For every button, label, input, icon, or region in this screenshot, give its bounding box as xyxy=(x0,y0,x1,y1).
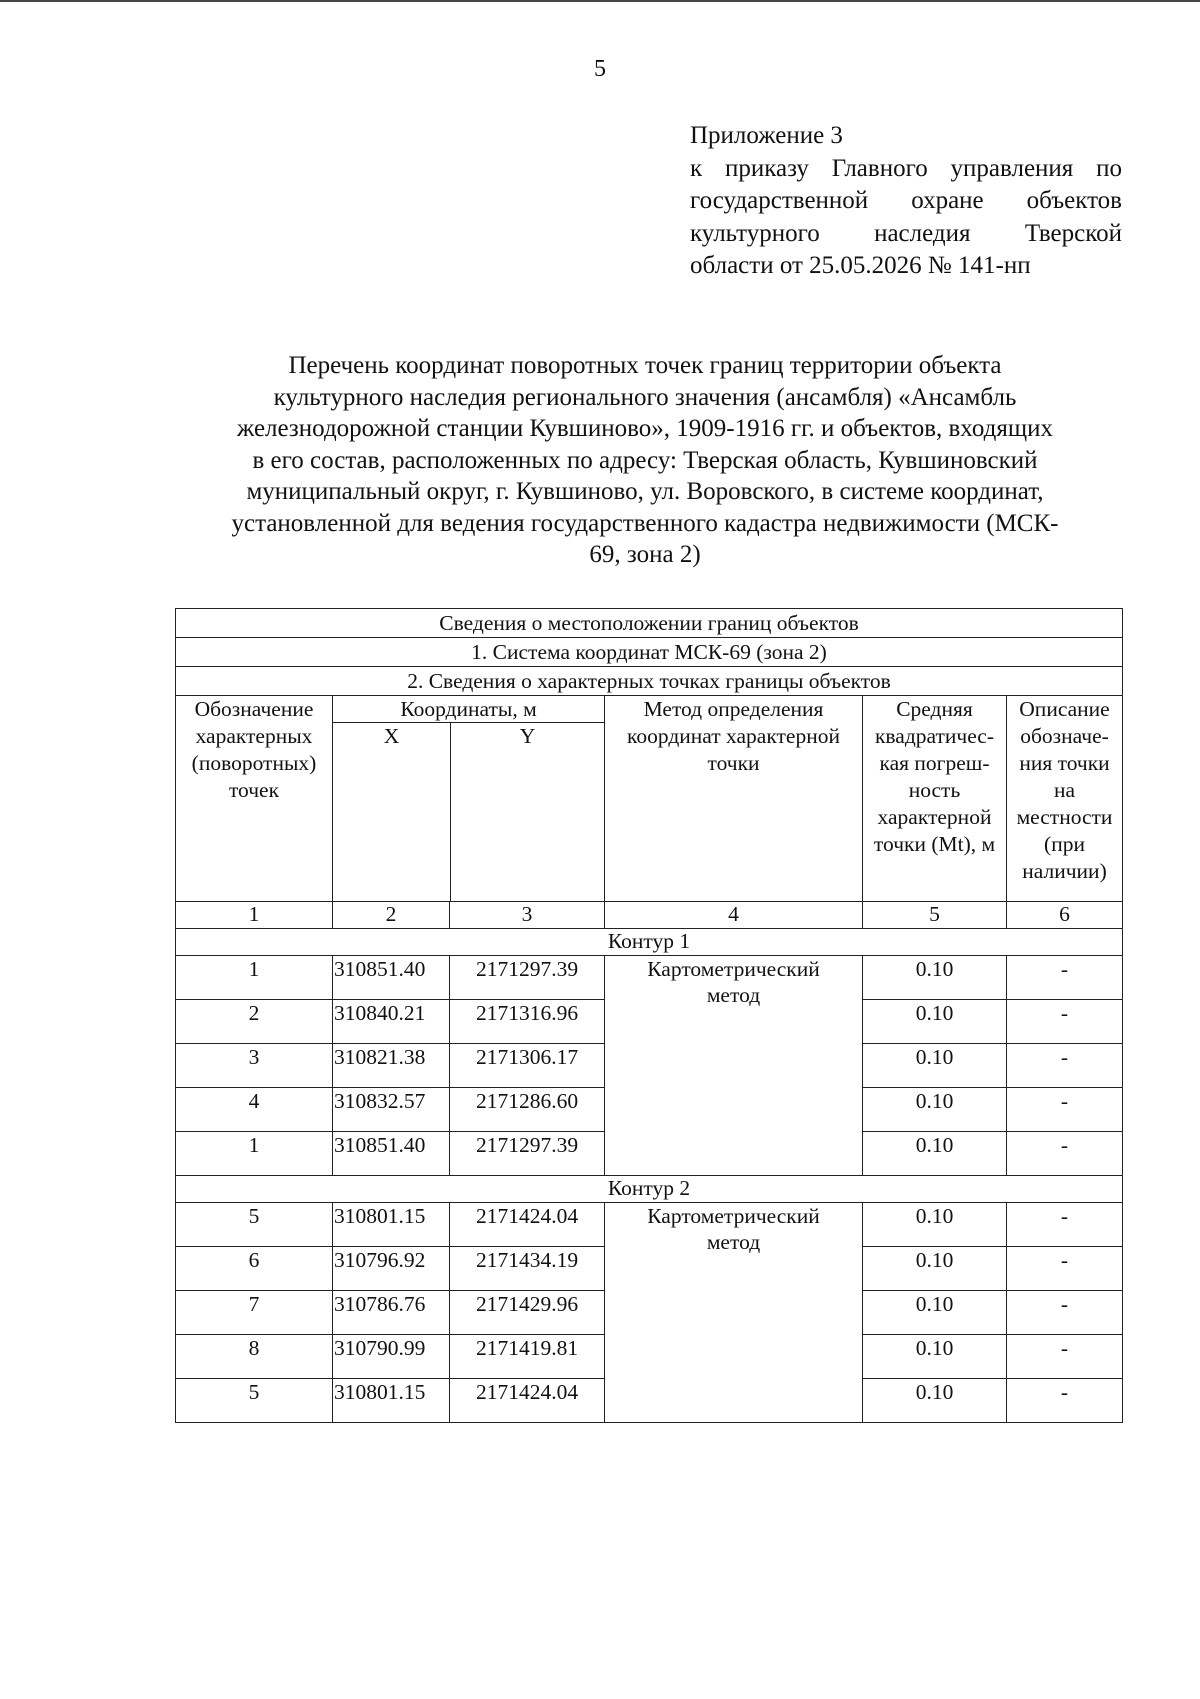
table-caption-row xyxy=(176,609,1123,638)
table-caption-row xyxy=(176,638,1123,667)
x-coordinate-cell: 310821.38 xyxy=(333,1044,450,1088)
method-cell: Картометрический метод xyxy=(605,956,863,1176)
description-cell: - xyxy=(1007,1000,1123,1044)
x-coordinate-cell: 310801.15 xyxy=(333,1203,450,1247)
top-border-rule xyxy=(0,0,1200,2)
point-id-cell: 4 xyxy=(176,1088,333,1132)
y-coordinate-cell: 2171297.39 xyxy=(450,956,605,1000)
error-cell: 0.10 xyxy=(863,956,1007,1000)
document-heading xyxy=(170,350,1120,571)
point-id-cell: 1 xyxy=(176,956,333,1000)
error-cell: 0.10 xyxy=(863,1132,1007,1176)
error-cell: 0.10 xyxy=(863,1291,1007,1335)
table-row xyxy=(176,956,1123,1000)
header-coordinates xyxy=(333,696,605,902)
header-method: Метод определения координат характерной точки xyxy=(605,696,863,902)
y-coordinate-cell: 2171434.19 xyxy=(450,1247,605,1291)
point-id-cell: 5 xyxy=(176,1379,333,1423)
y-coordinate-cell: 2171424.04 xyxy=(450,1203,605,1247)
table-caption-row xyxy=(176,667,1123,696)
point-id-cell: 6 xyxy=(176,1247,333,1291)
appendix-line: государственной охране объектов xyxy=(690,187,1122,214)
x-coordinate-cell: 310840.21 xyxy=(333,1000,450,1044)
header-description: Описание обозначе- ния точки на местности (при наличии) xyxy=(1007,696,1123,902)
error-cell: 0.10 xyxy=(863,1247,1007,1291)
point-id-cell: 5 xyxy=(176,1203,333,1247)
heading-line: Перечень координат поворотных точек границ территории объекта xyxy=(288,352,1002,379)
column-number: 4 xyxy=(605,902,863,929)
appendix-block xyxy=(690,120,1122,283)
coordinate-system-caption: 1. Система координат МСК-69 (зона 2) xyxy=(176,638,1123,667)
y-coordinate-cell: 2171286.60 xyxy=(450,1088,605,1132)
description-cell: - xyxy=(1007,1044,1123,1088)
contour-title: Контур 2 xyxy=(176,1176,1123,1203)
heading-line: железнодорожной станции Кувшиново», 1909-1916 гг. и объектов, входящих xyxy=(237,415,1053,442)
x-coordinate-cell: 310832.57 xyxy=(333,1088,450,1132)
point-id-cell: 1 xyxy=(176,1132,333,1176)
error-cell: 0.10 xyxy=(863,1044,1007,1088)
header-coordinates-title: Координаты, м xyxy=(333,696,604,723)
x-coordinate-cell: 310796.92 xyxy=(333,1247,450,1291)
heading-line: культурного наследия регионального значения (ансамбля) «Ансамбль xyxy=(273,383,1017,411)
description-cell: - xyxy=(1007,1088,1123,1132)
error-cell: 0.10 xyxy=(863,1335,1007,1379)
column-number: 6 xyxy=(1007,902,1123,929)
points-caption: 2. Сведения о характерных точках границы объектов xyxy=(176,667,1123,696)
error-cell: 0.10 xyxy=(863,1203,1007,1247)
description-cell: - xyxy=(1007,956,1123,1000)
table-caption: Сведения о местоположении границ объектов xyxy=(176,609,1123,638)
column-number: 1 xyxy=(176,902,333,929)
column-number: 5 xyxy=(863,902,1007,929)
description-cell: - xyxy=(1007,1132,1123,1176)
point-id-cell: 3 xyxy=(176,1044,333,1088)
header-point: Обозначение характерных (поворотных) точек xyxy=(176,696,333,902)
x-coordinate-cell: 310790.99 xyxy=(333,1335,450,1379)
x-coordinate-cell: 310801.15 xyxy=(333,1379,450,1423)
appendix-line: культурного наследия Тверской xyxy=(690,219,1122,247)
point-id-cell: 7 xyxy=(176,1291,333,1335)
description-cell: - xyxy=(1007,1247,1123,1291)
method-cell: Картометрический метод xyxy=(605,1203,863,1423)
point-id-cell: 8 xyxy=(176,1335,333,1379)
table-row xyxy=(176,1203,1123,1247)
header-y: Y xyxy=(519,724,536,748)
y-coordinate-cell: 2171297.39 xyxy=(450,1132,605,1176)
heading-line: муниципальный округ, г. Кувшиново, ул. Воровского, в системе координат, xyxy=(246,478,1044,505)
table-header-row xyxy=(176,696,1123,902)
description-cell: - xyxy=(1007,1379,1123,1423)
x-coordinate-cell: 310851.40 xyxy=(333,956,450,1000)
page-number: 5 xyxy=(594,56,606,82)
y-coordinate-cell: 2171424.04 xyxy=(450,1379,605,1423)
y-coordinate-cell: 2171429.96 xyxy=(450,1291,605,1335)
column-number: 3 xyxy=(450,902,605,929)
appendix-line: к приказу Главного управления по xyxy=(690,154,1122,182)
description-cell: - xyxy=(1007,1291,1123,1335)
appendix-line: области от 25.05.2026 № 141-нп xyxy=(690,252,1031,279)
y-coordinate-cell: 2171306.17 xyxy=(450,1044,605,1088)
appendix-title: Приложение 3 xyxy=(690,122,843,149)
description-cell: - xyxy=(1007,1335,1123,1379)
error-cell: 0.10 xyxy=(863,1379,1007,1423)
heading-line: в его состав, расположенных по адресу: Тверская область, Кувшиновский xyxy=(252,446,1038,474)
header-x: X xyxy=(333,723,451,901)
contour-title: Контур 1 xyxy=(176,929,1123,956)
y-coordinate-cell: 2171419.81 xyxy=(450,1335,605,1379)
error-cell: 0.10 xyxy=(863,1000,1007,1044)
contour-title-row xyxy=(176,929,1123,956)
description-cell: - xyxy=(1007,1203,1123,1247)
x-coordinate-cell: 310786.76 xyxy=(333,1291,450,1335)
coordinates-table xyxy=(175,608,1123,1423)
error-cell: 0.10 xyxy=(863,1088,1007,1132)
header-error: Средняя квадратичес- кая погреш- ность характерной точки (Mt), м xyxy=(863,696,1007,902)
contour-title-row xyxy=(176,1176,1123,1203)
x-coordinate-cell: 310851.40 xyxy=(333,1132,450,1176)
point-id-cell: 2 xyxy=(176,1000,333,1044)
column-number: 2 xyxy=(333,902,450,929)
heading-line: 69, зона 2) xyxy=(589,541,701,568)
column-numbers-row xyxy=(176,902,1123,929)
heading-line: установленной для ведения государственного кадастра недвижимости (МСК- xyxy=(231,509,1059,537)
y-coordinate-cell: 2171316.96 xyxy=(450,1000,605,1044)
